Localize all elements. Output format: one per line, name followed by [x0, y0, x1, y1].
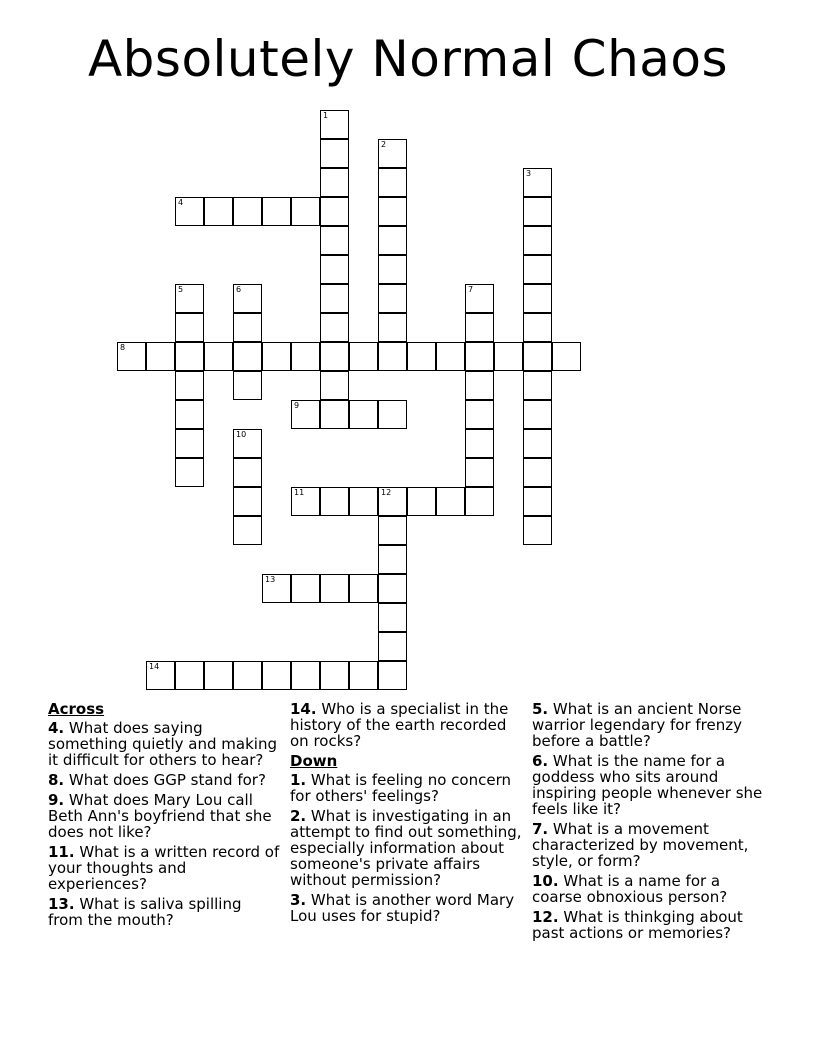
grid-cell[interactable]	[262, 197, 291, 226]
grid-cell[interactable]	[465, 429, 494, 458]
grid-cell[interactable]	[204, 661, 233, 690]
grid-cell[interactable]	[320, 139, 349, 168]
clue-text: Who is a specialist in the history of the earth recorded on rocks?	[290, 700, 509, 750]
down-clue	[532, 873, 764, 905]
clue-number: 8.	[48, 771, 65, 789]
cell-number: 11	[294, 488, 305, 497]
grid-cell[interactable]	[320, 110, 349, 139]
cell-number: 9	[294, 401, 300, 410]
clue-text: What is saliva spilling from the mouth?	[48, 895, 242, 929]
grid-cell[interactable]	[233, 487, 262, 516]
clue-text: What does GGP stand for?	[64, 771, 266, 789]
grid-cell[interactable]	[523, 313, 552, 342]
grid-cell[interactable]	[552, 342, 581, 371]
grid-cell[interactable]	[320, 255, 349, 284]
clue-number: 9.	[48, 791, 65, 809]
grid-cell[interactable]	[378, 313, 407, 342]
clues-column-3	[532, 701, 764, 945]
grid-cell[interactable]	[378, 226, 407, 255]
across-clue	[48, 792, 280, 840]
grid-cell[interactable]	[320, 313, 349, 342]
grid-cell[interactable]	[378, 487, 407, 516]
grid-cell[interactable]	[378, 168, 407, 197]
grid-cell[interactable]	[175, 429, 204, 458]
cell-number: 12	[381, 488, 392, 497]
grid-cell[interactable]	[320, 197, 349, 226]
grid-cell[interactable]	[175, 458, 204, 487]
grid-cell[interactable]	[320, 284, 349, 313]
grid-cell[interactable]	[320, 371, 349, 400]
down-clue-list-2	[532, 701, 764, 941]
grid-cell[interactable]	[523, 516, 552, 545]
grid-cell[interactable]	[291, 661, 320, 690]
grid-cell[interactable]	[320, 400, 349, 429]
grid-cell[interactable]	[320, 168, 349, 197]
down-clue	[532, 821, 764, 869]
grid-cell[interactable]	[523, 168, 552, 197]
across-heading: Across	[48, 700, 105, 718]
across-clue	[290, 701, 522, 749]
cell-number: 14	[149, 662, 160, 671]
clue-text: What is thinkging about past actions or memories?	[532, 908, 743, 942]
grid-cell[interactable]	[378, 574, 407, 603]
grid-cell[interactable]	[378, 400, 407, 429]
grid-cell[interactable]	[349, 342, 378, 371]
grid-cell[interactable]	[523, 400, 552, 429]
grid-cell[interactable]	[320, 342, 349, 371]
grid-cell[interactable]	[523, 458, 552, 487]
grid-cell[interactable]	[523, 429, 552, 458]
grid-cell[interactable]	[349, 574, 378, 603]
grid-cell[interactable]	[175, 371, 204, 400]
grid-cell[interactable]	[233, 429, 262, 458]
grid-cell[interactable]	[349, 400, 378, 429]
clue-text: What is a written record of your thoughts and experiences?	[48, 843, 280, 893]
down-heading: Down	[290, 752, 338, 770]
grid-cell[interactable]	[175, 400, 204, 429]
grid-cell[interactable]	[233, 313, 262, 342]
grid-cell[interactable]	[233, 371, 262, 400]
down-clue	[290, 772, 522, 804]
grid-cell[interactable]	[204, 342, 233, 371]
grid-cell[interactable]	[465, 487, 494, 516]
grid-cell[interactable]	[378, 661, 407, 690]
grid-cell[interactable]	[233, 458, 262, 487]
grid-cell[interactable]	[175, 197, 204, 226]
clue-text: What is a movement characterized by movement, style, or form?	[532, 820, 749, 870]
grid-cell[interactable]	[349, 661, 378, 690]
grid-cell[interactable]	[465, 400, 494, 429]
grid-cell[interactable]	[436, 487, 465, 516]
across-clue	[48, 844, 280, 892]
cell-number: 7	[468, 285, 474, 294]
grid-cell[interactable]	[523, 255, 552, 284]
across-clue	[48, 720, 280, 768]
clue-number: 4.	[48, 719, 65, 737]
grid-cell[interactable]	[320, 487, 349, 516]
clue-number: 6.	[532, 752, 549, 770]
grid-cell[interactable]	[378, 342, 407, 371]
grid-cell[interactable]	[262, 342, 291, 371]
cell-number: 4	[178, 198, 184, 207]
down-clue-list-1	[290, 772, 522, 924]
grid-cell[interactable]	[175, 313, 204, 342]
cell-number: 5	[178, 285, 184, 294]
across-clue-list-1	[48, 720, 280, 928]
grid-cell[interactable]	[378, 545, 407, 574]
grid-cell[interactable]	[407, 342, 436, 371]
cell-number: 1	[323, 111, 329, 120]
cell-number: 6	[236, 285, 242, 294]
grid-cell[interactable]	[262, 661, 291, 690]
down-clue	[290, 808, 522, 888]
clue-text: What does saying something quietly and making it difficult for others to hear?	[48, 719, 277, 769]
grid-cell[interactable]	[378, 255, 407, 284]
grid-cell[interactable]	[291, 400, 320, 429]
clue-text: What is a name for a coarse obnoxious person?	[532, 872, 728, 906]
grid-cell[interactable]	[378, 284, 407, 313]
clue-number: 7.	[532, 820, 549, 838]
clue-number: 5.	[532, 700, 549, 718]
grid-cell[interactable]	[523, 197, 552, 226]
grid-cell[interactable]	[378, 197, 407, 226]
grid-cell[interactable]	[291, 574, 320, 603]
grid-cell[interactable]	[407, 487, 436, 516]
cell-number: 2	[381, 140, 387, 149]
grid-cell[interactable]	[523, 487, 552, 516]
down-clue	[532, 701, 764, 749]
grid-cell[interactable]	[233, 342, 262, 371]
grid-cell[interactable]	[465, 342, 494, 371]
clue-number: 13.	[48, 895, 75, 913]
grid-cell[interactable]	[262, 574, 291, 603]
grid-cell[interactable]	[465, 313, 494, 342]
clue-number: 1.	[290, 771, 307, 789]
down-clue	[290, 892, 522, 924]
clue-number: 3.	[290, 891, 307, 909]
cell-number: 8	[120, 343, 126, 352]
grid-cell[interactable]	[117, 342, 146, 371]
grid-cell[interactable]	[523, 342, 552, 371]
clue-text: What is investigating in an attempt to find out something, especially information about someone's private affairs without permission?	[290, 807, 522, 889]
clues-column-2	[290, 701, 522, 928]
clues-column-1	[48, 701, 280, 932]
down-clue	[532, 753, 764, 817]
grid-cell[interactable]	[465, 371, 494, 400]
grid-cell[interactable]	[436, 342, 465, 371]
puzzle-title: Absolutely Normal Chaos	[87, 30, 729, 88]
clue-number: 2.	[290, 807, 307, 825]
grid-cell[interactable]	[465, 284, 494, 313]
across-clue	[48, 896, 280, 928]
clue-number: 10.	[532, 872, 559, 890]
across-clue	[48, 772, 280, 788]
grid-cell[interactable]	[291, 487, 320, 516]
grid-cell[interactable]	[175, 342, 204, 371]
grid-cell[interactable]	[233, 516, 262, 545]
grid-cell[interactable]	[291, 342, 320, 371]
grid-cell[interactable]	[320, 574, 349, 603]
grid-cell[interactable]	[494, 342, 523, 371]
grid-cell[interactable]	[523, 284, 552, 313]
clue-number: 14.	[290, 700, 317, 718]
down-clue	[532, 909, 764, 941]
grid-cell[interactable]	[146, 661, 175, 690]
grid-cell[interactable]	[291, 197, 320, 226]
grid-cell[interactable]	[523, 371, 552, 400]
grid-cell[interactable]	[146, 342, 175, 371]
grid-cell[interactable]	[378, 603, 407, 632]
grid-cell[interactable]	[378, 139, 407, 168]
cell-number: 13	[265, 575, 276, 584]
clue-text: What is feeling no concern for others' feelings?	[290, 771, 511, 805]
across-clue-list-2	[290, 701, 522, 749]
grid-cell[interactable]	[320, 226, 349, 255]
clue-number: 12.	[532, 908, 559, 926]
grid-cell[interactable]	[320, 661, 349, 690]
clue-text: What does Mary Lou call Beth Ann's boyfriend that she does not like?	[48, 791, 272, 841]
grid-cell[interactable]	[204, 197, 233, 226]
grid-cell[interactable]	[233, 284, 262, 313]
grid-cell[interactable]	[233, 197, 262, 226]
cell-number: 10	[236, 430, 247, 439]
clue-text: What is another word Mary Lou uses for stupid?	[290, 891, 515, 925]
cell-number: 3	[526, 169, 532, 178]
clue-text: What is the name for a goddess who sits around inspiring people whenever she feels like it?	[532, 752, 763, 818]
grid-cell[interactable]	[465, 458, 494, 487]
grid-cell[interactable]	[523, 226, 552, 255]
clue-text: What is an ancient Norse warrior legendary for frenzy before a battle?	[532, 700, 742, 750]
clue-number: 11.	[48, 843, 75, 861]
grid-cell[interactable]	[378, 632, 407, 661]
grid-cell[interactable]	[233, 661, 262, 690]
grid-cell[interactable]	[378, 516, 407, 545]
grid-cell[interactable]	[175, 284, 204, 313]
grid-cell[interactable]	[175, 661, 204, 690]
grid-cell[interactable]	[349, 487, 378, 516]
